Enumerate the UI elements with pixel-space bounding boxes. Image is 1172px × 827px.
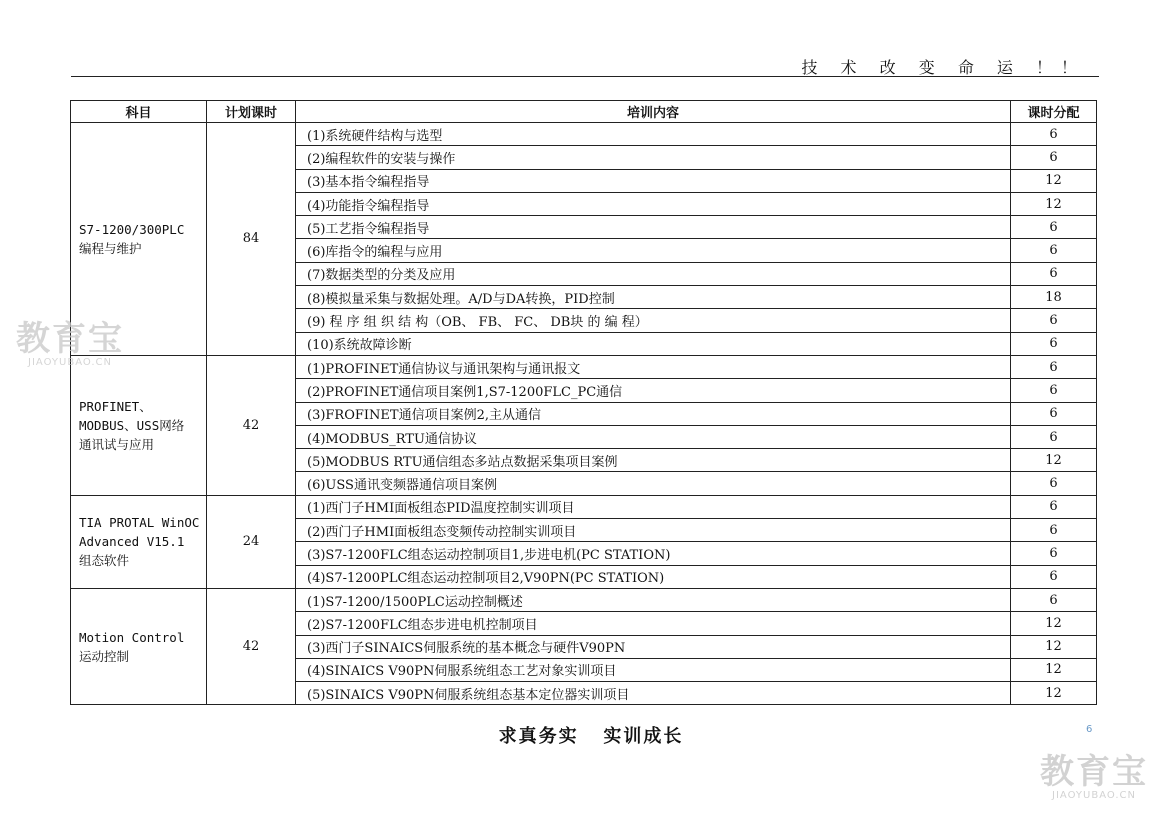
training-content-cell: (3)基本指令编程指导 bbox=[296, 169, 1011, 192]
training-content-cell: (4)S7-1200PLC组态运动控制项目2,V90PN(PC STATION) bbox=[296, 565, 1011, 588]
hour-allocation-cell: 12 bbox=[1011, 682, 1097, 705]
training-content-cell: (3)FROFINET通信项目案例2,主从通信 bbox=[296, 402, 1011, 425]
hour-allocation-cell: 6 bbox=[1011, 425, 1097, 448]
header-slogan: 技 术 改 变 命 运 ！！ bbox=[801, 58, 1086, 77]
table-body bbox=[71, 123, 1097, 705]
hour-allocation-cell: 6 bbox=[1011, 262, 1097, 285]
hour-allocation-cell: 6 bbox=[1011, 472, 1097, 495]
hour-allocation-cell: 12 bbox=[1011, 169, 1097, 192]
planned-hours-cell: 24 bbox=[207, 495, 296, 588]
course-table bbox=[70, 100, 1097, 705]
column-header-training-content: 培训内容 bbox=[296, 101, 1011, 123]
training-content-cell: (2)西门子HMI面板组态变频传动控制实训项目 bbox=[296, 519, 1011, 542]
hour-allocation-cell: 12 bbox=[1011, 449, 1097, 472]
table-row bbox=[71, 123, 1097, 146]
hour-allocation-cell: 6 bbox=[1011, 309, 1097, 332]
page-number: 6 bbox=[1086, 724, 1093, 735]
planned-hours-cell: 42 bbox=[207, 588, 296, 704]
hour-allocation-cell: 6 bbox=[1011, 355, 1097, 378]
watermark-logo bbox=[16, 319, 124, 368]
table-row bbox=[71, 355, 1097, 378]
subject-line: Motion Control bbox=[79, 629, 185, 645]
training-content-cell: (6)USS通讯变频器通信项目案例 bbox=[296, 472, 1011, 495]
training-content-cell: (7)数据类型的分类及应用 bbox=[296, 262, 1011, 285]
training-content-cell: (9) 程 序 组 织 结 构（OB、 FB、 FC、 DB块 的 编 程） bbox=[296, 309, 1011, 332]
subject-line: TIA PROTAL WinOC bbox=[79, 515, 200, 531]
hour-allocation-cell: 12 bbox=[1011, 612, 1097, 635]
training-content-cell: (8)模拟量采集与数据处理。A/D与DA转换，PID控制 bbox=[296, 286, 1011, 309]
hour-allocation-cell: 6 bbox=[1011, 379, 1097, 402]
training-content-cell: (6)库指令的编程与应用 bbox=[296, 239, 1011, 262]
training-content-cell: (2)PROFINET通信项目案例1,S7-1200FLC_PC通信 bbox=[296, 379, 1011, 402]
footer-slogan: 求真务实 实训成长 bbox=[498, 726, 684, 747]
training-content-cell: (1)系统硬件结构与选型 bbox=[296, 123, 1011, 146]
training-content-cell: (5)工艺指令编程指导 bbox=[296, 216, 1011, 239]
hour-allocation-cell: 6 bbox=[1011, 588, 1097, 611]
subject-line: S7-1200/300PLC bbox=[79, 221, 185, 237]
planned-hours-cell: 84 bbox=[207, 123, 296, 356]
table-row bbox=[71, 495, 1097, 518]
column-header-hour-allocation: 课时分配 bbox=[1011, 101, 1097, 123]
hour-allocation-cell: 6 bbox=[1011, 519, 1097, 542]
hour-allocation-cell: 18 bbox=[1011, 286, 1097, 309]
hour-allocation-cell: 6 bbox=[1011, 542, 1097, 565]
watermark-logo bbox=[1040, 752, 1148, 801]
hour-allocation-cell: 6 bbox=[1011, 402, 1097, 425]
training-content-cell: (4)SINAICS V90PN伺服系统组态工艺对象实训项目 bbox=[296, 658, 1011, 681]
training-content-cell: (1)PROFINET通信协议与通讯架构与通讯报文 bbox=[296, 355, 1011, 378]
subject-cell bbox=[71, 588, 207, 704]
column-header-subject: 科目 bbox=[71, 101, 207, 123]
training-content-cell: (3)西门子SINAICS伺服系统的基本概念与硬件V90PN bbox=[296, 635, 1011, 658]
watermark-url: JIAOYUBAO.CN bbox=[1052, 790, 1136, 801]
subject-line: Advanced V15.1 bbox=[79, 534, 185, 550]
training-content-cell: (3)S7-1200FLC组态运动控制项目1,步进电机(PC STATION) bbox=[296, 542, 1011, 565]
training-content-cell: (2)S7-1200FLC组态步进电机控制项目 bbox=[296, 612, 1011, 635]
hour-allocation-cell: 6 bbox=[1011, 239, 1097, 262]
hour-allocation-cell: 6 bbox=[1011, 123, 1097, 146]
training-content-cell: (10)系统故障诊断 bbox=[296, 332, 1011, 355]
subject-cell bbox=[71, 355, 207, 495]
training-content-cell: (2)编程软件的安装与操作 bbox=[296, 146, 1011, 169]
subject-cell bbox=[71, 495, 207, 588]
subject-line: MODBUS、USS网络 bbox=[79, 417, 185, 433]
training-content-cell: (4)MODBUS_RTU通信协议 bbox=[296, 425, 1011, 448]
hour-allocation-cell: 6 bbox=[1011, 495, 1097, 518]
subject-line: 通讯试与应用 bbox=[79, 436, 155, 452]
hour-allocation-cell: 6 bbox=[1011, 146, 1097, 169]
watermark-name: 教育宝 bbox=[1040, 752, 1148, 792]
hour-allocation-cell: 6 bbox=[1011, 565, 1097, 588]
planned-hours-cell: 42 bbox=[207, 355, 296, 495]
hour-allocation-cell: 6 bbox=[1011, 332, 1097, 355]
training-content-cell: (5)MODBUS RTU通信组态多站点数据采集项目案例 bbox=[296, 449, 1011, 472]
header-divider bbox=[71, 76, 1099, 77]
table-header-row bbox=[71, 101, 1097, 123]
column-header-planned-hours: 计划课时 bbox=[207, 101, 296, 123]
training-content-cell: (1)西门子HMI面板组态PID温度控制实训项目 bbox=[296, 495, 1011, 518]
training-content-cell: (5)SINAICS V90PN伺服系统组态基本定位器实训项目 bbox=[296, 682, 1011, 705]
subject-line: PROFINET、 bbox=[79, 398, 152, 414]
subject-line: 编程与维护 bbox=[79, 240, 142, 256]
subject-line: 组态软件 bbox=[79, 553, 130, 569]
table-row bbox=[71, 588, 1097, 611]
subject-line: 运动控制 bbox=[79, 648, 130, 664]
training-content-cell: (4)功能指令编程指导 bbox=[296, 192, 1011, 215]
watermark-url: JIAOYUBAO.CN bbox=[28, 357, 112, 368]
hour-allocation-cell: 12 bbox=[1011, 658, 1097, 681]
watermark-name: 教育宝 bbox=[16, 319, 124, 359]
hour-allocation-cell: 12 bbox=[1011, 635, 1097, 658]
hour-allocation-cell: 12 bbox=[1011, 192, 1097, 215]
training-content-cell: (1)S7-1200/1500PLC运动控制概述 bbox=[296, 588, 1011, 611]
hour-allocation-cell: 6 bbox=[1011, 216, 1097, 239]
